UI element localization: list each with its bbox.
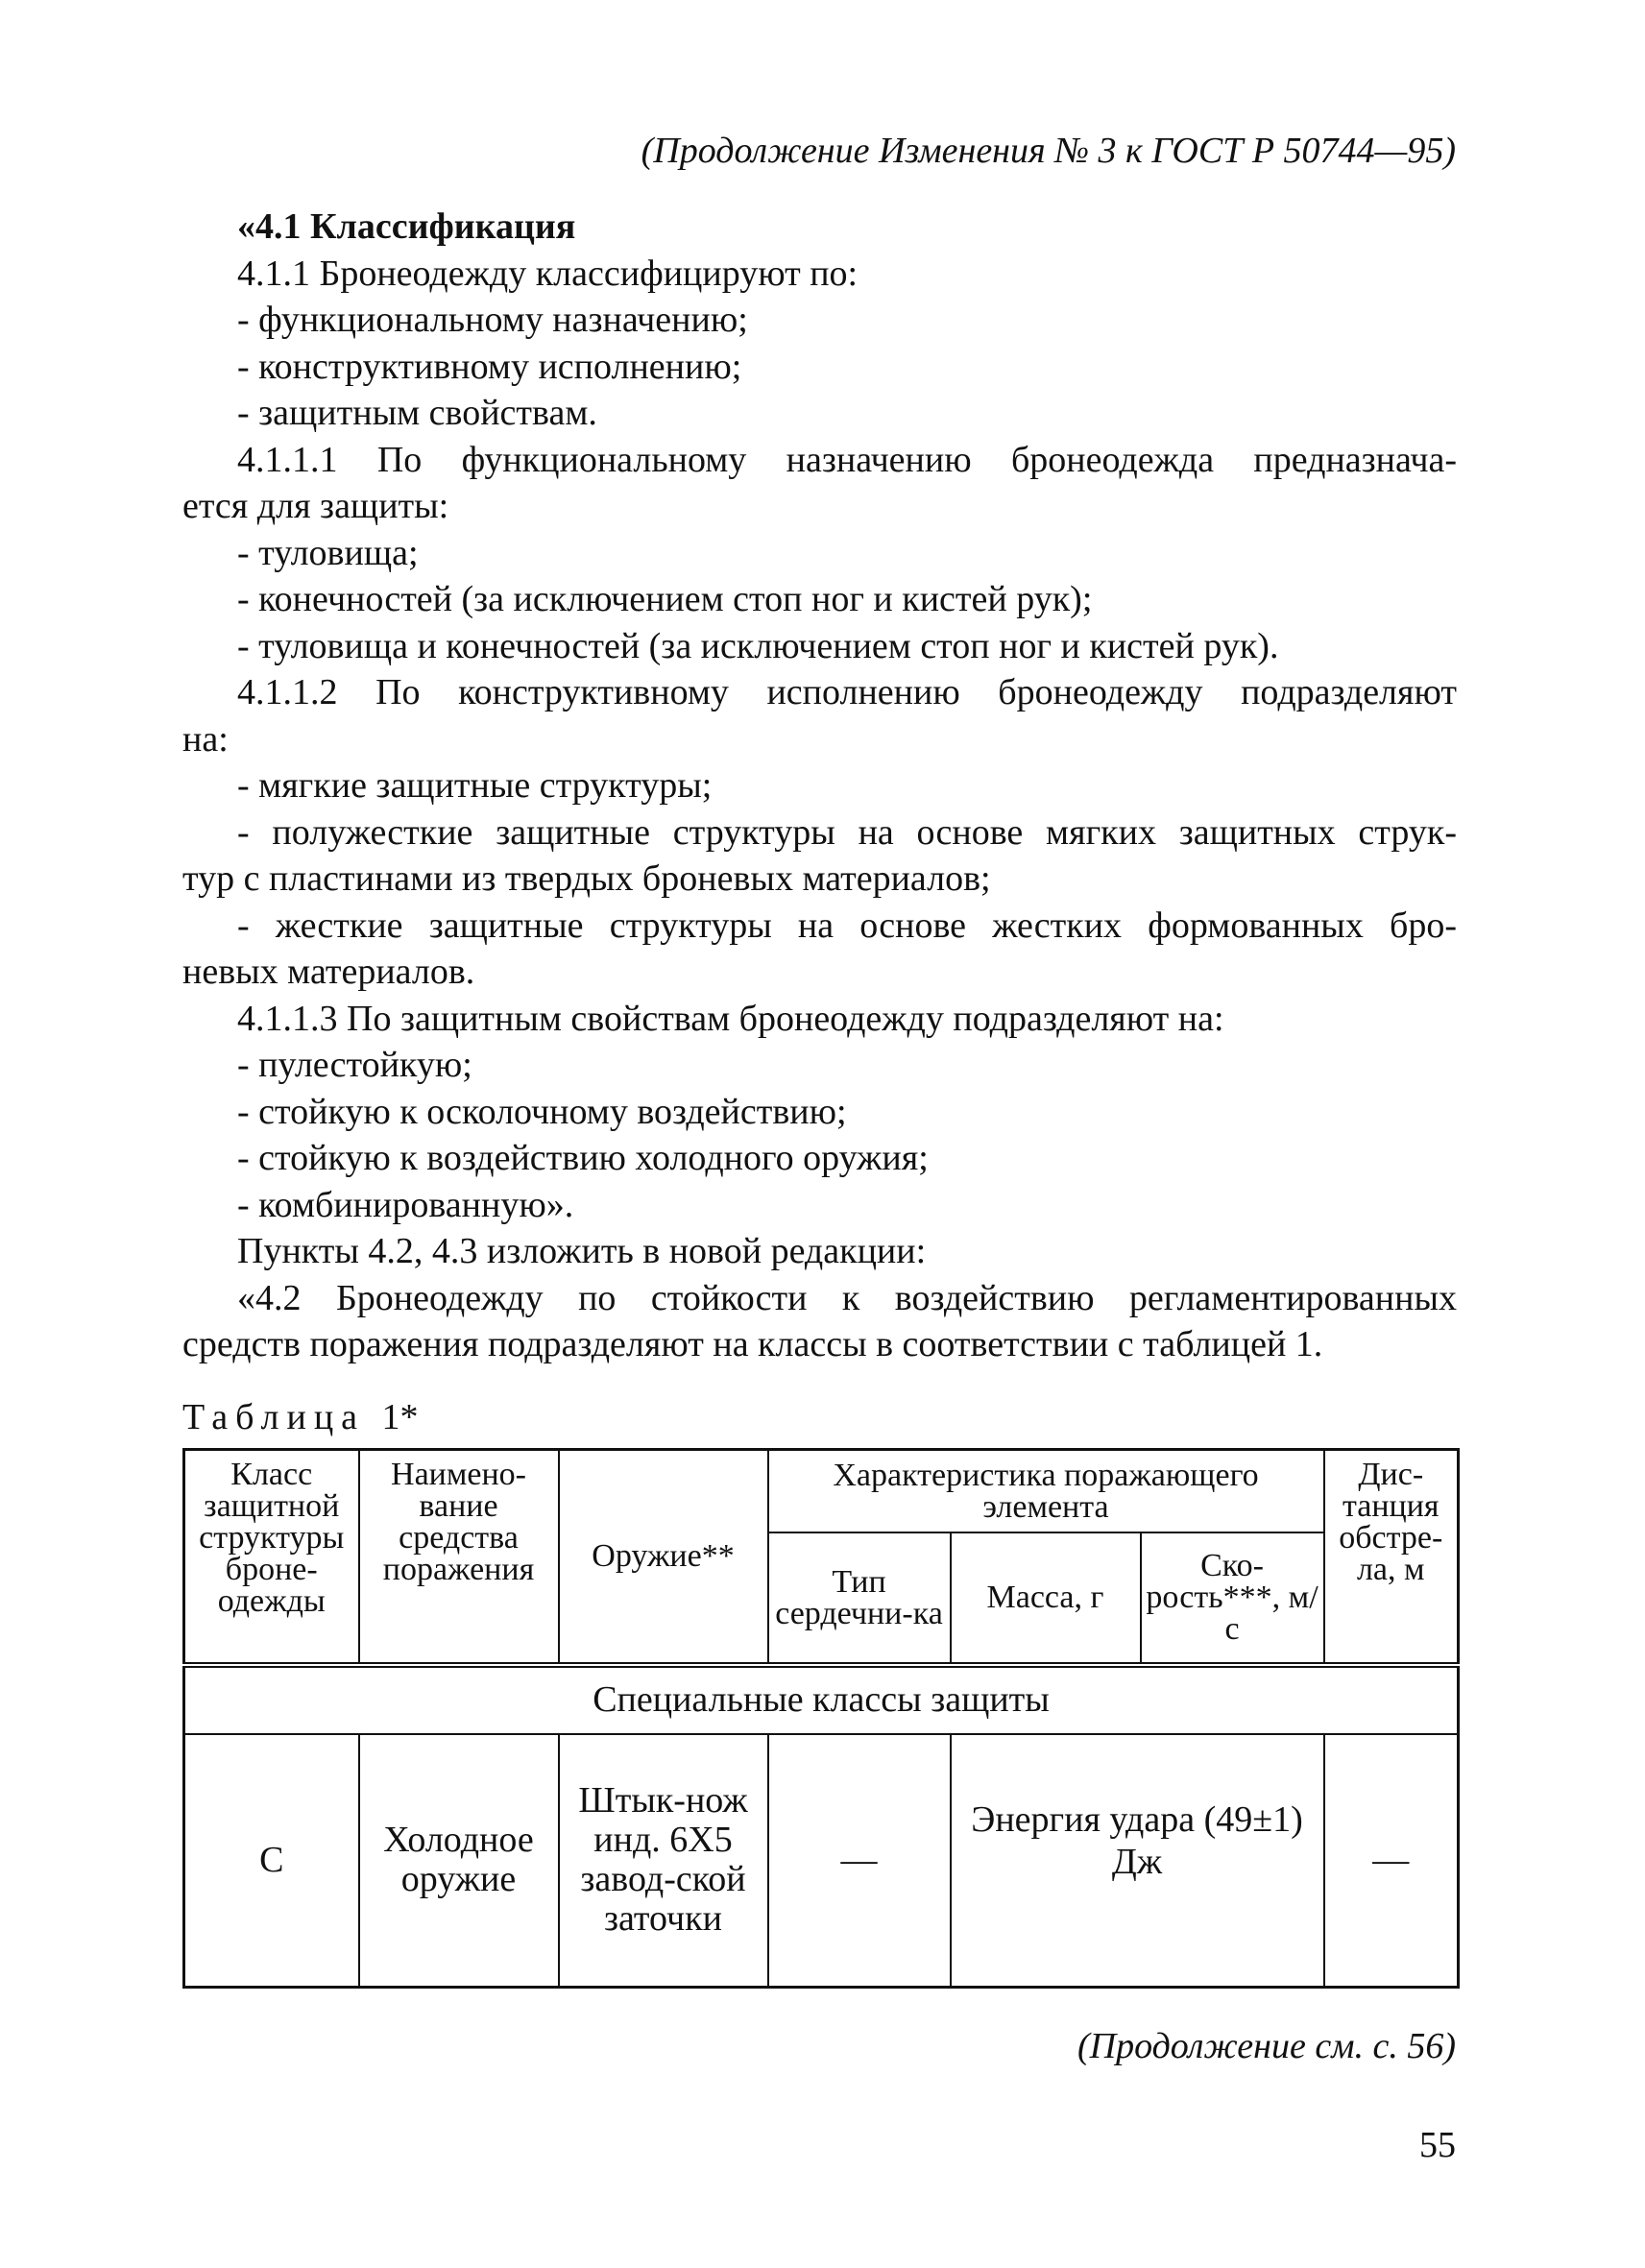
table-caption-number: 1* [381, 1397, 419, 1437]
list-item: - пулестойкую; [237, 1045, 472, 1085]
header-speed: Ско-рость***, м/с [1141, 1532, 1324, 1665]
body-text [182, 204, 1457, 1368]
header-distance: Дис-танция обстре-ла, м [1324, 1450, 1459, 1665]
cell-energy: Энергия удара (49±1) Дж [951, 1734, 1324, 1988]
text-line: Пункты 4.2, 4.3 изложить в новой редакции: [237, 1231, 927, 1271]
table-1 [182, 1448, 1460, 1989]
cell-class: С [184, 1734, 359, 1988]
text-line: тур с пластинами из твердых броневых материалов; [182, 858, 991, 899]
list-item: - защитным свойствам. [237, 393, 597, 433]
text-line: 4.1.1.1 По функциональному назначению бронеодежда предназнача- [237, 439, 1457, 480]
header-core-type: Тип сердечни-ка [768, 1532, 951, 1665]
list-item: - мягкие защитные структуры; [237, 765, 713, 806]
header-characteristic: Характеристика поражающего элемента [768, 1450, 1324, 1532]
text-line: средств поражения подразделяют на классы в соответствии с таблицей 1. [182, 1324, 1323, 1364]
list-item: - конечностей (за исключением стоп ног и кистей рук); [237, 579, 1093, 619]
cell-core-type: — [768, 1734, 951, 1988]
text-line: 4.1.1.2 По конструктивному исполнению бронеодежду подразделяют [237, 672, 1457, 712]
text-line: ется для защиты: [182, 486, 449, 526]
list-item: - стойкую к осколочному воздействию; [237, 1091, 847, 1132]
header-class: Класс защитной структуры броне-одежды [184, 1450, 359, 1665]
list-item: - туловища; [237, 532, 419, 573]
cell-distance: — [1324, 1734, 1459, 1988]
continuation-note: (Продолжение см. с. 56) [1077, 2026, 1456, 2066]
cell-weapon: Штык-нож инд. 6Х5 завод-ской заточки [559, 1734, 768, 1988]
text-line: 4.1.1 Бронеодежду классифицируют по: [237, 253, 859, 294]
table-caption-label: Таблица [182, 1397, 366, 1437]
list-item: - конструктивному исполнению; [237, 346, 742, 387]
cell-means: Холодное оружие [359, 1734, 559, 1988]
section-row: Специальные классы защиты [184, 1665, 1459, 1734]
section-heading: «4.1 Классификация [237, 206, 576, 247]
list-item: - стойкую к воздействию холодного оружия; [237, 1138, 929, 1178]
list-item: - полужесткие защитные структуры на основе мягких защитных струк- [237, 811, 1457, 853]
list-item: - жесткие защитные структуры на основе жестких формованных бро- [237, 905, 1457, 946]
list-item: - туловища и конечностей (за исключением стоп ног и кистей рук). [237, 625, 1279, 666]
list-item: - комбинированную». [237, 1184, 574, 1225]
table-caption [182, 1395, 419, 1439]
text-line: невых материалов. [182, 952, 475, 992]
text-line: на: [182, 718, 229, 760]
text-line: «4.2 Бронеодежду по стойкости к воздействию регламентированных [237, 1277, 1457, 1318]
header-means: Наимено-вание средства поражения [359, 1450, 559, 1665]
header-weapon: Оружие** [559, 1450, 768, 1665]
page-number: 55 [1419, 2125, 1456, 2165]
running-header: (Продолжение Изменения № 3 к ГОСТ Р 50744—95) [641, 131, 1456, 171]
text-line: 4.1.1.3 По защитным свойствам бронеодежду подразделяют на: [237, 998, 1224, 1039]
list-item: - функциональному назначению; [237, 300, 748, 340]
header-mass: Масса, г [951, 1532, 1141, 1665]
